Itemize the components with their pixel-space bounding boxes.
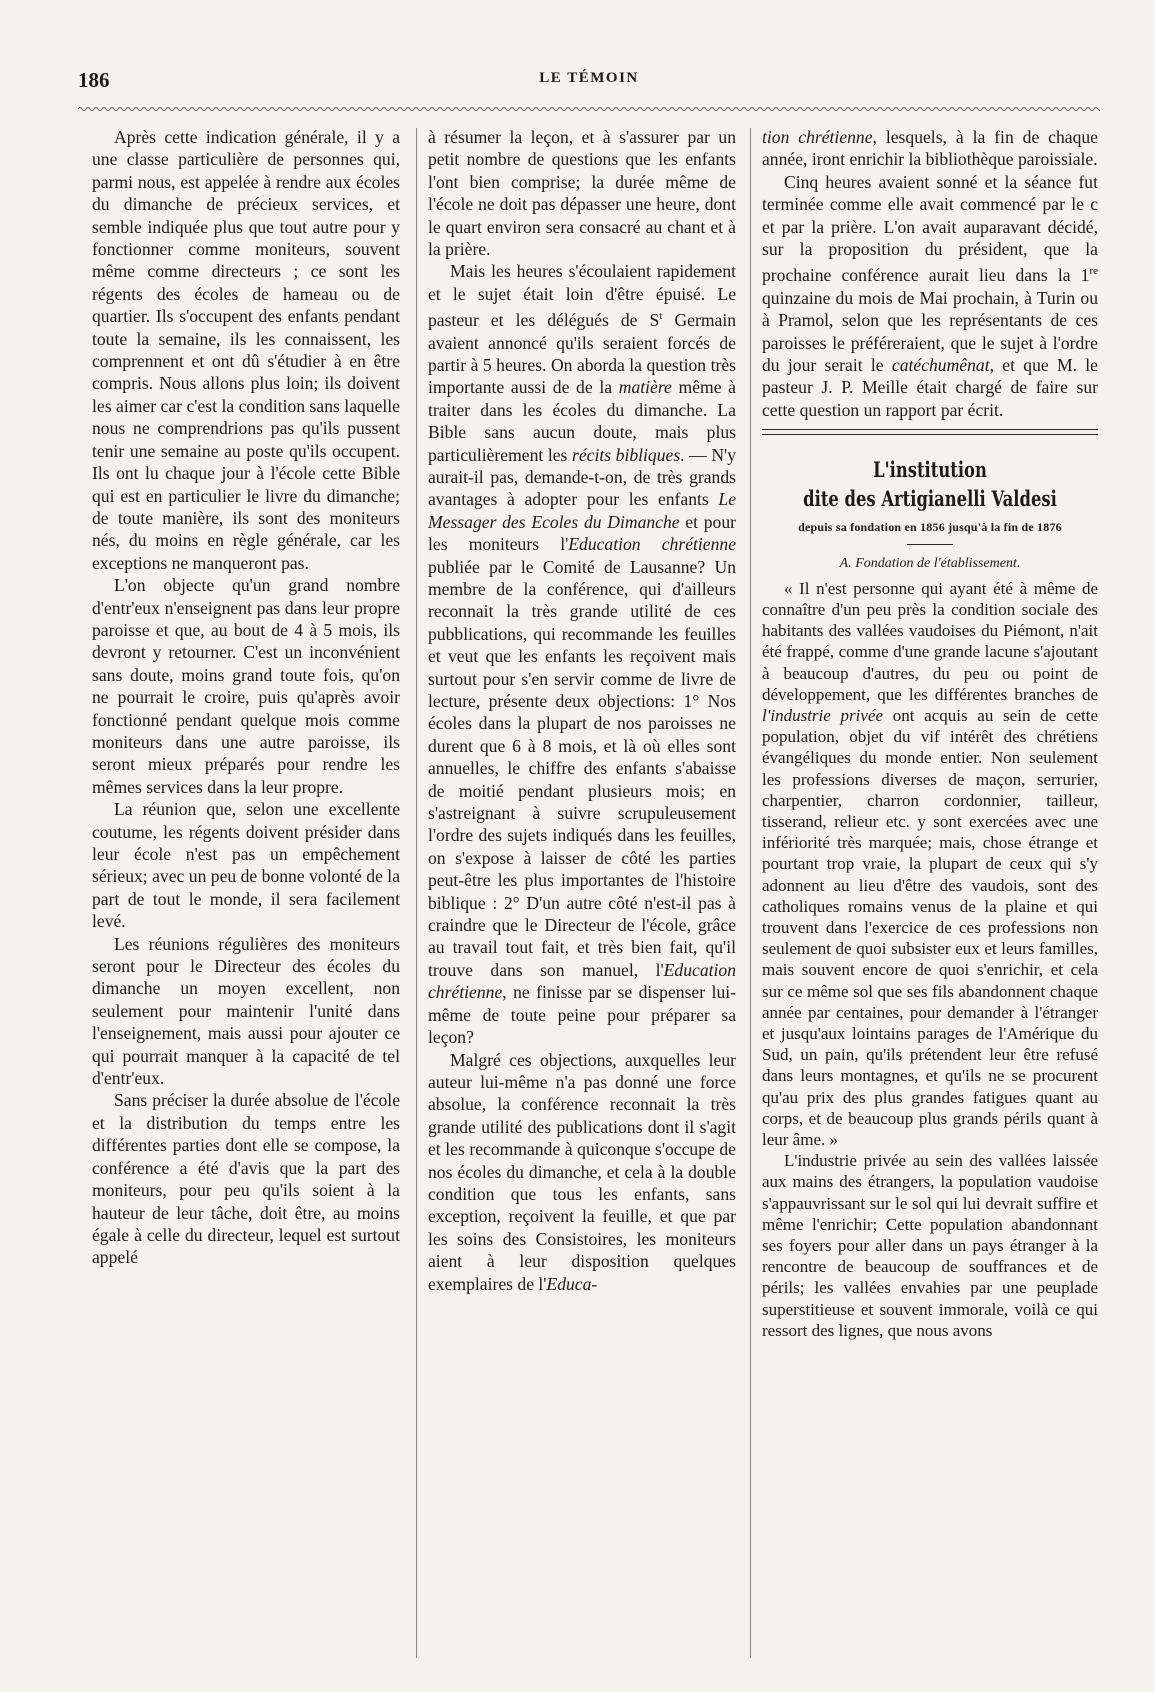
col1-paragraph-5: Sans préciser la durée absolue de l'école et la distribution du temps entre les différentes parties dont elle se compose, la conférence a été d'avis que la part des moniteurs, pour peu qu'ils soient à la hauteur de leur tâche, doit être, au moins égale à celle du directeur, lequel est surtout appelé xyxy=(92,1090,400,1268)
col2-p2-text-c: même à traiter dans les écoles du dimanche. La Bible sans aucun doute, mais plus particulièrement les xyxy=(428,377,736,465)
col2-p3-text: Malgré ces objections, auxquelles leur auteur lui-même n'a pas donné une force absolue, la conférence reconnait la très grande utilité des publications dont il s'agit et les recommande à quiconque s'occupe de nos écoles du dimanche, et cela à la double condition que tous les enfants, sans exception, reçoivent la feuille, et que par les soins des Consistoires, les moniteurs aient à leur disposition quelques exemplaires de l' xyxy=(428,1049,736,1294)
col2-paragraph-2 xyxy=(428,260,736,1048)
article-title-line-2: dite des Artigianelli Valdesi xyxy=(803,485,1057,511)
col2-p2-text-g: , ne finisse par se dispenser lui-même de toute peine pour préparer sa leçon? xyxy=(428,982,736,1048)
col1-paragraph-4: Les réunions régulières des moniteurs seront pour le Directeur des écoles du dimanche un moyen excellent, non seulement pour maintenir l'unité dans l'enseignement, mais aussi pour ajouter ce qui pourrait manquer à la capacité de tel d'entr'eux. xyxy=(92,933,400,1089)
col2-p2-sup: t xyxy=(659,310,663,323)
column-3 xyxy=(762,126,1098,1656)
col3-p2-text-a: Cinq heures avaient sonné et la séance fut terminée comme elle avait commencé par le c xyxy=(762,171,1098,215)
title-short-rule xyxy=(907,544,953,545)
col3-p2-italic: catéchumênat xyxy=(891,354,990,375)
col2-p2-text-e: et pour les moniteurs l' xyxy=(428,511,736,555)
header-wavy-rule xyxy=(78,106,1100,112)
section-rule-thin xyxy=(762,434,1098,435)
col1-paragraph-1: Après cette indication générale, il y a une classe particulière de personnes qui, parmi nous, est appelée à rendre aux écoles du dimanche de précieux services, et semble indiquée plus que tout autre pour y fonctionner comme moniteurs, souvent même comme directeurs ; ce sont les régents des écoles de hameau ou de quartier. Ils s'occupent des enfants pendant toute la semaine, ils les connaissent, les comprennent et ont dû s'étudier à en être compris. Nous allons plus loin; ils doivent les aimer car c'est la condition sans laquelle nous ne comprendrions pas qu'ils pussent tenir une semaine au poste qu'ils occupent. Ils ont lu chaque jour à l'école cette Bible qui est en particulier le livre du dimanche; de toute manière, ils sont des moniteurs nés, du moins en règle générale, car les exceptions ne manqueront pas. xyxy=(92,127,400,573)
col3-p2-sup: re xyxy=(1089,265,1098,278)
col2-paragraph-1: à résumer la leçon, et à s'assurer par un petit nombre de questions que les enfants l'ont bien comprise; la durée même de l'école ne doit pas dépasser une heure, dont le quart environ sera consacré au chant et à la prière. xyxy=(428,127,736,260)
column-1 xyxy=(92,126,400,1656)
col2-p2-text-a: Mais les heures s'écoulaient rapidement et le sujet était loin d'être épuisé. Le pasteur et les délégués de S xyxy=(428,261,736,331)
col2-p3-italic: Educa- xyxy=(546,1273,598,1294)
running-head: LE TÉMOIN xyxy=(539,70,639,86)
article-subtitle-dates: depuis sa fondation en 1856 jusqu'à la fin de 1876 xyxy=(798,519,1062,534)
col3-p3-text-b: ont acquis au sein de cette population, objet du vif intérêt des chrétiens évangéliques du monde entier. Non seulement les professions diverses de maçon, serrurier, charpentier, charron cordonnier, tailleur, tisserand, relieur etc. y sont exercées avec une infériorité très marquée; mais, chose étrange et pourtant trop vraie, la plupart de ceux qui s'y adonnent au lieu d'être des vaudois, sont des catholiques romains venus de la plaine et qui trouvent dans l'exercice de ces professions non seulement de quoi subsister eux et leurs familles, mais souvent encore de quoi s'enrichir, et cela sur ce même sol que ses fils abandonnent chaque année par centaines, pour demander à l'étranger et jusqu'aux lointains parages de l'Amérique du Sud, un pain, qu'ils prétendent leur être refusé dans leurs montagnes, et qu'ils ne se procurent qu'au prix des plus grandes fatigues quant au corps, et de beaucoup plus grands périls quant à leur âme. » xyxy=(762,705,1098,1150)
col3-p1-text: , lesquels, à la fin de chaque année, iront enrichir la bibliothèque paroissiale. xyxy=(762,127,1098,170)
col1-paragraph-2: L'on objecte qu'un grand nombre d'entr'eux n'enseignent pas dans leur propre paroisse et que, au bout de 4 à 5 mois, ils devront y retourner. C'est un inconvénient sans doute, moins grand toute fois, qu'on ne pourrait le croire, puis qu'après avoir fonctionné pendant quelque mois comme moniteurs dans une autre paroisse, ils seront mieux préparés pour rendre les mêmes services dans la leur propre. xyxy=(92,575,400,797)
col3-p1-italic: tion chrétienne xyxy=(762,127,873,147)
column-2 xyxy=(428,126,736,1656)
col3-paragraph-2 xyxy=(762,171,1098,421)
column-divider-left xyxy=(416,128,417,1658)
col2-p2-italic-2: récits bibliques xyxy=(571,444,681,465)
col3-paragraph-4: L'industrie privée au sein des vallées laissée aux mains des étrangers, la population vaudoise s'appauvrissant sur le sol qui lui devrait suffire et même l'enrichir; Cette population abandonnant ses foyers pour aller dans un pays étranger à la rencontre de beaucoup de souffrances et de périls; les vallées envahies par une peuplade superstitieuse et souvent immorale, voilà ce qui ressort des lignes, que nous avons xyxy=(762,1151,1098,1340)
section-rule xyxy=(762,429,1098,430)
col2-p2-italic-3: Le Messager des Ecoles du Dimanche xyxy=(428,489,736,532)
page-header xyxy=(78,68,1100,94)
col3-paragraph-1 xyxy=(762,126,1098,171)
col2-paragraph-3 xyxy=(428,1049,736,1295)
col2-p2-italic-1: matière xyxy=(618,377,672,398)
col3-p2-text-d: , et que M. le pasteur J. P. Meille était chargé de faire sur cette question un rapport par écrit. xyxy=(762,354,1098,420)
col3-p2-text-b: et par la prière. L'on avait auparavant décidé, sur la proposition du président, que la prochaine conférence aurait lieu dans la 1 xyxy=(762,216,1098,286)
col2-p2-italic-5: Education chrétienne xyxy=(428,959,736,1003)
col3-p2-text-c: quinzaine du mois de Mai prochain, à Turin ou à Pramol, selon que les représentants de ces paroisses le préféreraient, que le sujet à l'ordre du jour serait le xyxy=(762,287,1098,375)
col3-paragraph-3 xyxy=(762,578,1098,1150)
col3-p3-text-a: « Il n'est personne qui ayant été à même de connaître d'un peu près la condition sociale des habitants des vallées vaudoises du Piémont, n'ait été frappé, comme d'une grande lacune s'ajoutant à beaucoup d'autres, du peu ou point de développement, que les différentes branches de xyxy=(762,578,1098,704)
column-divider-right xyxy=(750,128,751,1658)
col2-p2-text-f: publiée par le Comité de Lausanne? Un membre de la conférence, qui d'ailleurs reconnait la très grande utilité de ces pubblications, qui recommande les feuilles et veut que les enfants les reçoivent mais surtout pour s'en servir comme de livre de lecture, présente deux objections: 1° Nos écoles dans la plupart de nos paroisses ne durent que 6 à 8 mois, et là où elles sont annuelles, le chiffre des enfants s'abaisse de moitié pendant plusieurs mois; en s'astreignant à suivre scrupuleusement l'ordre des sujets indiqués dans les feuilles, on s'expose à laisser de côté les parties peut-être les plus importantes de l'histoire biblique : 2° D'un autre côté n'est-il pas à craindre que le Directeur de l'école, grâce au travail tout fait, et très bien fait, qu'il trouve dans son manuel, l' xyxy=(428,556,736,980)
col2-p2-italic-4: Education chrétienne xyxy=(568,534,736,555)
col2-p2-text-d: . — N'y aurait-il pas, demande-t-on, de très grands avantages à adopter pour les enfants xyxy=(428,444,736,510)
page-number: 186 xyxy=(78,68,110,92)
section-label: A. Fondation de l'établissement. xyxy=(839,556,1021,572)
article-title-line-1: L'institution xyxy=(873,457,987,483)
col1-paragraph-3: La réunion que, selon une excellente coutume, les régents doivent présider dans leur école n'est pas un empêchement sérieux; avec un peu de bonne volonté de la part de tout le monde, il sera facilement levé. xyxy=(92,799,400,932)
col2-p2-text-b: Germain avaient annoncé qu'ils seraient forcés de partir à 5 heures. On aborda la question très importante aussi de de la xyxy=(428,310,736,398)
col3-p3-italic: l'industrie privée xyxy=(762,705,883,725)
